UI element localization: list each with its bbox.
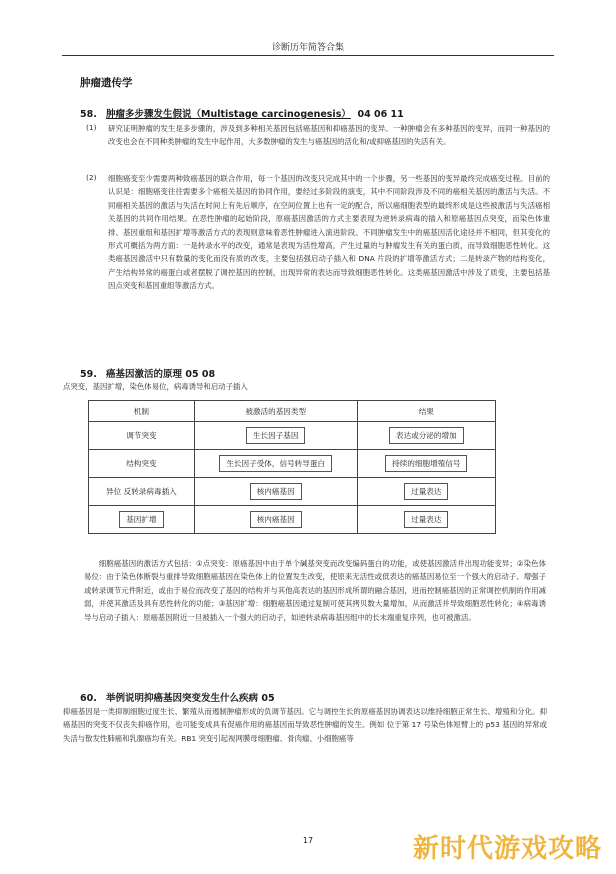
q59-heading bbox=[80, 366, 215, 380]
table-cell: 过量表达 bbox=[357, 506, 495, 534]
q59-intro: 点突变，基因扩增，染色体易位，病毒诱导和启动子插入 bbox=[63, 382, 248, 391]
q58-item2-text: 细胞癌变至少需要两种致癌基因的联合作用，每一个基因的改变只完成其中的一个步骤，另一些基因的变异最终完成癌变过程。目前的认识是：细胞癌变往往需要多个癌相关基因的协同作用，要经过多阶段的演变，其中不同阶段涉及不同的癌相关基因的激活与失活。不同癌相关基因的激活与失活在时间上有先后顺序，在空间位置上也有一定的配合，所以癌细胞表型的最终形成是这些被激活与失活癌相关基因的共同作用结果。在恶性肿瘤的起始阶段，原癌基因激活的方式主要表现为逆转录病毒的插入和原癌基因点突变，而染色体重排、基因重组和基因扩增等激活方式的表现则意味着恶性肿瘤进入演进阶段。不同肿瘤发生中的癌基因活化途径并不相同，但其变化的形式可概括为两方面：一是转录水平的改变，通常是表现为活性增高，产生过量的与肿瘤发生有关的蛋白质，而导致细胞恶性转化。这类癌基因激活中只有数量的变化而没有质的改变，主要包括强启动子插入和 DNA 片段的扩增等激活方式；二是转录产物的结构变化，产生结构异常的癌蛋白或者摆脱了调控基因的控制，出现异常的表达而导致细胞恶性转化。这类癌基因激活中涉及了质变，主要包括基因点突变和基因重组等激活方式。 bbox=[108, 174, 550, 291]
table-row bbox=[89, 422, 496, 450]
page-number: 17 bbox=[302, 836, 314, 845]
table-cell: 生长因子基因 bbox=[194, 422, 357, 450]
table-header-cell: 机制 bbox=[89, 401, 195, 422]
table-row bbox=[89, 450, 496, 478]
table-row bbox=[89, 506, 496, 534]
q58-number: 58. bbox=[80, 109, 97, 120]
section-title: 肿瘤遗传学 bbox=[80, 77, 133, 89]
q60-answer: 抑癌基因是一类抑制细胞过度生长、繁殖从而遏制肿瘤形成的负调节基因。它与调控生长的原癌基因协调表达以维持细胞正常生长、增殖和分化。抑癌基因的突变不仅丧失抑癌作用，也可能变成具有促癌作用的癌基因而导致恶性肿瘤的发生。例如 位于第 17 号染色体短臂上的 p53 基因的异常或失活与散发性肺癌和乳腺癌均有关。RB1 突变引起视网膜母细胞瘤、骨肉瘤、小细胞癌等 bbox=[63, 707, 547, 743]
table-cell: 结构突变 bbox=[89, 450, 195, 478]
table-cell: 过量表达 bbox=[357, 478, 495, 506]
q58-heading bbox=[80, 106, 404, 120]
table-cell: 基因扩增 bbox=[89, 506, 195, 534]
q59-explanation: 细胞癌基因的激活方式包括：①点突变：原癌基因中由于单个碱基突变而改变编码蛋白的功能，或使基因激活并出现功能变异；②染色体易位：由于染色体断裂与重排导致细胞癌基因在染色体上的位置发生改变，使原来无活性或低表达的癌基因易位至一个强大的启动子、增强子或转录调节元件附近，或由于易位而改变了基因的结构并与其他高表达的基因形成所谓的融合基因，进而控制癌基因的正常调控机制的作用减弱，并使其激活及具有恶性转化的功能；③基因扩增：细胞癌基因通过复制可使其拷贝数大量增加，从而激活并导致细胞恶性转化；④病毒诱导与启动子插入：原癌基因附近一旦被插入一个强大的启动子，如逆转录病毒基因组中的长末端重复序列，也可被激活。 bbox=[84, 559, 546, 622]
table-cell: 核内癌基因 bbox=[194, 506, 357, 534]
q60-title: 举例说明抑癌基因突变发生什么疾病 bbox=[106, 693, 259, 704]
q59-years: 05 08 bbox=[185, 369, 216, 380]
table-cell: 异位 反转录病毒插入 bbox=[89, 478, 195, 506]
table-header-cell: 被激活的基因类型 bbox=[194, 401, 357, 422]
q58-years: 04 06 11 bbox=[357, 109, 404, 120]
header-rule bbox=[62, 55, 554, 56]
q58-item1-marker: (1) bbox=[86, 123, 97, 132]
table-cell: 表达或分泌的增加 bbox=[357, 422, 495, 450]
table-header-cell: 结果 bbox=[357, 401, 495, 422]
watermark-logo: 新时代游戏攻略 bbox=[412, 834, 602, 864]
table-header-row bbox=[89, 401, 496, 422]
oncogene-activation-table bbox=[88, 400, 496, 534]
q58-item1-text: 研究证明肿瘤的发生是多步骤的，涉及到多种相关基因包括癌基因和抑癌基因的变异。一种肿瘤会有多种基因的变异，而同一种基因的改变也会在不同种类肿瘤的发生中起作用，大多数肿瘤的发生与癌基因的活化和/或抑癌基因的失活有关。 bbox=[108, 124, 550, 147]
table-cell: 调节突变 bbox=[89, 422, 195, 450]
q59-title: 癌基因激活的原理 bbox=[106, 369, 183, 380]
q58-title: 肿瘤多步骤发生假说（Multistage carcinogenesis） bbox=[106, 109, 351, 120]
table-cell: 核内癌基因 bbox=[194, 478, 357, 506]
q58-item2-marker: (2) bbox=[86, 173, 97, 182]
q60-number: 60. bbox=[80, 693, 97, 704]
table-cell: 持续的细胞增殖信号 bbox=[357, 450, 495, 478]
page-header-title: 诊断历年简答合集 bbox=[271, 43, 344, 53]
table-row bbox=[89, 478, 496, 506]
q60-years: 05 bbox=[261, 693, 275, 704]
q59-number: 59. bbox=[80, 369, 97, 380]
table-cell: 生长因子受体，信号转导蛋白 bbox=[194, 450, 357, 478]
q60-heading bbox=[80, 690, 275, 704]
